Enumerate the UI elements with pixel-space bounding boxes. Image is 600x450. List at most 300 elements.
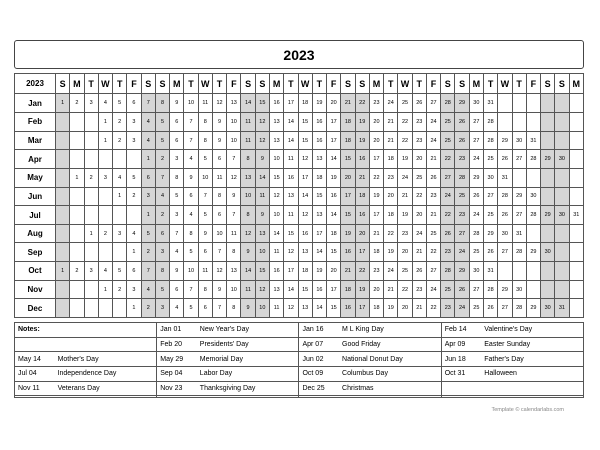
day-cell: 13 <box>269 131 283 150</box>
day-header: S <box>141 74 155 94</box>
day-cell: 26 <box>469 187 483 206</box>
day-cell: 22 <box>384 224 398 243</box>
day-cell: 14 <box>269 224 283 243</box>
day-cell: 4 <box>141 131 155 150</box>
day-cell: 29 <box>455 94 469 113</box>
day-cell: 1 <box>127 243 141 262</box>
day-cell: 25 <box>426 224 440 243</box>
day-cell: 13 <box>255 224 269 243</box>
day-cell: 24 <box>441 187 455 206</box>
day-cell: 29 <box>455 262 469 281</box>
day-cell: 16 <box>341 299 355 318</box>
day-cell: 8 <box>155 262 169 281</box>
holiday-name: Veterans Day <box>55 381 157 396</box>
day-cell: 24 <box>426 280 440 299</box>
day-cell: 19 <box>398 206 412 225</box>
day-cell: 28 <box>512 299 526 318</box>
day-cell: 15 <box>341 150 355 169</box>
empty-day-cell <box>526 94 540 113</box>
empty-day-cell <box>555 94 569 113</box>
day-cell: 5 <box>141 224 155 243</box>
day-cell: 9 <box>212 131 226 150</box>
holiday-name: Father's Day <box>481 352 583 367</box>
day-cell: 30 <box>555 206 569 225</box>
day-cell: 4 <box>155 187 169 206</box>
day-header: F <box>426 74 440 94</box>
day-cell: 20 <box>398 299 412 318</box>
day-cell: 12 <box>255 131 269 150</box>
day-cell: 26 <box>483 243 497 262</box>
empty-day-cell <box>98 299 112 318</box>
empty-day-cell <box>56 299 70 318</box>
day-cell: 19 <box>398 150 412 169</box>
day-cell: 25 <box>441 280 455 299</box>
day-header: S <box>541 74 555 94</box>
day-cell: 21 <box>398 187 412 206</box>
day-cell: 9 <box>170 94 184 113</box>
day-cell: 11 <box>269 299 283 318</box>
day-cell: 9 <box>255 206 269 225</box>
day-header: T <box>284 74 298 94</box>
day-cell: 17 <box>284 94 298 113</box>
day-cell: 24 <box>398 168 412 187</box>
day-cell: 23 <box>455 206 469 225</box>
day-cell: 1 <box>56 262 70 281</box>
empty-day-cell <box>512 262 526 281</box>
day-cell: 22 <box>441 150 455 169</box>
day-cell: 11 <box>241 131 255 150</box>
day-cell: 22 <box>355 262 369 281</box>
day-cell: 22 <box>412 187 426 206</box>
day-cell: 3 <box>155 243 169 262</box>
day-cell: 27 <box>483 187 497 206</box>
day-cell: 17 <box>298 168 312 187</box>
empty-day-cell <box>70 224 84 243</box>
day-cell: 20 <box>327 94 341 113</box>
day-cell: 27 <box>455 224 469 243</box>
day-cell: 3 <box>141 187 155 206</box>
empty-day-cell <box>555 224 569 243</box>
day-cell: 4 <box>170 243 184 262</box>
empty-day-cell <box>56 168 70 187</box>
day-cell: 14 <box>327 206 341 225</box>
empty-day-cell <box>541 224 555 243</box>
day-cell: 3 <box>84 94 98 113</box>
day-cell: 2 <box>98 224 112 243</box>
day-cell: 25 <box>441 113 455 132</box>
day-cell: 11 <box>255 187 269 206</box>
day-cell: 15 <box>327 243 341 262</box>
day-cell: 2 <box>127 187 141 206</box>
day-cell: 6 <box>141 168 155 187</box>
holiday-name: Halloween <box>481 366 583 381</box>
empty-day-cell <box>70 299 84 318</box>
empty-day-cell <box>569 187 583 206</box>
day-cell: 29 <box>498 280 512 299</box>
day-cell: 14 <box>284 280 298 299</box>
day-cell: 18 <box>341 131 355 150</box>
holiday-name: Memorial Day <box>197 352 299 367</box>
day-cell: 29 <box>469 168 483 187</box>
day-cell: 5 <box>113 262 127 281</box>
day-cell: 23 <box>369 94 383 113</box>
day-cell: 18 <box>369 243 383 262</box>
day-cell: 28 <box>483 131 497 150</box>
holiday-name: Mother's Day <box>55 352 157 367</box>
day-cell: 17 <box>284 262 298 281</box>
holiday-row <box>15 323 584 338</box>
empty-day-cell <box>84 299 98 318</box>
day-cell: 19 <box>355 131 369 150</box>
day-cell: 16 <box>341 243 355 262</box>
empty-day-cell <box>541 262 555 281</box>
empty-day-cell <box>555 131 569 150</box>
day-cell: 29 <box>512 187 526 206</box>
day-cell: 25 <box>469 243 483 262</box>
day-cell: 23 <box>426 187 440 206</box>
day-cell: 25 <box>469 299 483 318</box>
day-cell: 8 <box>170 168 184 187</box>
day-cell: 5 <box>184 299 198 318</box>
day-cell: 14 <box>284 113 298 132</box>
day-cell: 25 <box>483 206 497 225</box>
holiday-row <box>15 381 584 396</box>
day-cell: 8 <box>212 187 226 206</box>
day-cell: 26 <box>498 150 512 169</box>
day-cell: 29 <box>526 299 540 318</box>
empty-day-cell <box>70 113 84 132</box>
day-cell: 8 <box>155 94 169 113</box>
day-cell: 9 <box>241 299 255 318</box>
empty-holiday-cell <box>299 396 441 398</box>
day-cell: 9 <box>170 262 184 281</box>
day-cell: 7 <box>184 280 198 299</box>
day-cell: 12 <box>227 168 241 187</box>
day-cell: 27 <box>441 168 455 187</box>
day-cell: 7 <box>212 243 226 262</box>
day-cell: 18 <box>341 280 355 299</box>
day-header: M <box>369 74 383 94</box>
empty-day-cell <box>569 168 583 187</box>
empty-day-cell <box>569 262 583 281</box>
day-cell: 31 <box>498 168 512 187</box>
empty-day-cell <box>498 94 512 113</box>
day-cell: 19 <box>384 243 398 262</box>
day-cell: 20 <box>412 206 426 225</box>
empty-day-cell <box>70 150 84 169</box>
empty-day-cell <box>56 131 70 150</box>
day-cell: 31 <box>569 206 583 225</box>
day-cell: 15 <box>255 262 269 281</box>
empty-day-cell <box>84 280 98 299</box>
empty-day-cell <box>113 206 127 225</box>
day-cell: 1 <box>127 299 141 318</box>
day-cell: 31 <box>483 94 497 113</box>
day-cell: 23 <box>412 131 426 150</box>
day-header: S <box>255 74 269 94</box>
holiday-date: Jan 16 <box>299 323 339 338</box>
day-cell: 24 <box>384 262 398 281</box>
day-header: S <box>555 74 569 94</box>
day-cell: 14 <box>327 150 341 169</box>
day-cell: 16 <box>312 280 326 299</box>
empty-day-cell <box>84 243 98 262</box>
empty-day-cell <box>84 150 98 169</box>
holiday-date: May 29 <box>157 352 197 367</box>
day-cell: 20 <box>355 224 369 243</box>
holiday-date: Feb 20 <box>157 337 197 352</box>
day-cell: 23 <box>369 262 383 281</box>
day-cell: 9 <box>241 243 255 262</box>
day-cell: 10 <box>269 206 283 225</box>
day-cell: 26 <box>483 299 497 318</box>
day-cell: 5 <box>155 113 169 132</box>
holiday-name: Columbus Day <box>339 366 441 381</box>
day-cell: 19 <box>312 94 326 113</box>
day-cell: 18 <box>298 262 312 281</box>
day-cell: 16 <box>269 94 283 113</box>
empty-day-cell <box>555 243 569 262</box>
month-row <box>15 113 584 132</box>
day-cell: 7 <box>141 262 155 281</box>
day-cell: 16 <box>298 224 312 243</box>
day-cell: 11 <box>198 94 212 113</box>
year-label: 2023 <box>15 74 56 94</box>
holiday-date: Sep 04 <box>157 366 197 381</box>
day-cell: 4 <box>98 262 112 281</box>
day-cell: 15 <box>341 206 355 225</box>
day-cell: 2 <box>113 113 127 132</box>
day-header: T <box>84 74 98 94</box>
day-cell: 7 <box>184 131 198 150</box>
day-cell: 3 <box>127 131 141 150</box>
day-header: M <box>469 74 483 94</box>
day-cell: 21 <box>355 168 369 187</box>
day-header: T <box>312 74 326 94</box>
day-cell: 23 <box>455 150 469 169</box>
day-cell: 17 <box>369 206 383 225</box>
day-cell: 19 <box>369 187 383 206</box>
day-header: T <box>113 74 127 94</box>
empty-day-cell <box>569 299 583 318</box>
day-cell: 10 <box>269 150 283 169</box>
holiday-date: Dec 25 <box>299 381 339 396</box>
day-cell: 28 <box>512 243 526 262</box>
day-cell: 14 <box>312 243 326 262</box>
day-cell: 24 <box>455 243 469 262</box>
empty-day-cell <box>512 94 526 113</box>
empty-day-cell <box>56 206 70 225</box>
day-header: S <box>241 74 255 94</box>
holiday-name: Labor Day <box>197 366 299 381</box>
empty-day-cell <box>569 94 583 113</box>
day-cell: 7 <box>227 150 241 169</box>
month-label: Nov <box>15 280 56 299</box>
day-header: S <box>441 74 455 94</box>
day-cell: 21 <box>426 150 440 169</box>
month-row <box>15 168 584 187</box>
day-header: W <box>298 74 312 94</box>
day-cell: 30 <box>483 168 497 187</box>
empty-day-cell <box>541 168 555 187</box>
day-cell: 13 <box>312 150 326 169</box>
day-cell: 7 <box>227 206 241 225</box>
day-cell: 4 <box>184 150 198 169</box>
day-cell: 7 <box>198 187 212 206</box>
month-row <box>15 280 584 299</box>
month-row <box>15 206 584 225</box>
day-cell: 2 <box>70 94 84 113</box>
day-cell: 22 <box>426 243 440 262</box>
day-cell: 25 <box>412 168 426 187</box>
day-cell: 13 <box>298 243 312 262</box>
day-cell: 7 <box>141 94 155 113</box>
holiday-date: Jun 18 <box>441 352 481 367</box>
day-cell: 9 <box>198 224 212 243</box>
day-cell: 31 <box>526 131 540 150</box>
holiday-name: Valentine's Day <box>481 323 583 338</box>
day-cell: 5 <box>155 131 169 150</box>
day-cell: 11 <box>212 168 226 187</box>
day-cell: 26 <box>441 224 455 243</box>
day-cell: 1 <box>113 187 127 206</box>
empty-day-cell <box>56 113 70 132</box>
day-cell: 14 <box>312 299 326 318</box>
day-cell: 11 <box>227 224 241 243</box>
day-cell: 1 <box>141 206 155 225</box>
day-cell: 7 <box>170 224 184 243</box>
day-cell: 21 <box>369 224 383 243</box>
month-label: Jan <box>15 94 56 113</box>
day-header: S <box>155 74 169 94</box>
day-cell: 8 <box>198 280 212 299</box>
day-cell: 6 <box>212 150 226 169</box>
day-cell: 6 <box>198 299 212 318</box>
day-cell: 27 <box>512 150 526 169</box>
day-cell: 15 <box>298 131 312 150</box>
day-cell: 18 <box>384 206 398 225</box>
day-cell: 6 <box>170 280 184 299</box>
day-cell: 24 <box>469 150 483 169</box>
day-cell: 13 <box>227 94 241 113</box>
day-cell: 2 <box>84 168 98 187</box>
day-cell: 18 <box>369 299 383 318</box>
holidays-table <box>14 322 584 398</box>
day-cell: 26 <box>455 131 469 150</box>
day-cell: 23 <box>384 168 398 187</box>
day-cell: 28 <box>441 94 455 113</box>
day-cell: 7 <box>212 299 226 318</box>
day-cell: 11 <box>284 206 298 225</box>
day-cell: 23 <box>412 280 426 299</box>
day-cell: 30 <box>469 262 483 281</box>
day-cell: 16 <box>312 113 326 132</box>
empty-day-cell <box>498 262 512 281</box>
holiday-row <box>15 337 584 352</box>
day-cell: 30 <box>541 243 555 262</box>
day-cell: 25 <box>483 150 497 169</box>
day-cell: 21 <box>412 243 426 262</box>
day-cell: 6 <box>155 224 169 243</box>
empty-day-cell <box>70 280 84 299</box>
day-cell: 30 <box>526 187 540 206</box>
day-cell: 24 <box>426 131 440 150</box>
day-cell: 30 <box>498 224 512 243</box>
day-cell: 12 <box>241 224 255 243</box>
day-cell: 31 <box>483 262 497 281</box>
day-cell: 4 <box>184 206 198 225</box>
empty-day-cell <box>569 150 583 169</box>
day-cell: 9 <box>212 280 226 299</box>
empty-holiday-cell <box>157 396 299 398</box>
day-cell: 13 <box>241 168 255 187</box>
day-cell: 18 <box>341 113 355 132</box>
month-label: Aug <box>15 224 56 243</box>
day-cell: 11 <box>241 280 255 299</box>
holiday-date: Feb 14 <box>441 323 481 338</box>
day-cell: 30 <box>469 94 483 113</box>
day-cell: 20 <box>412 150 426 169</box>
day-cell: 3 <box>170 150 184 169</box>
holiday-date: Jun 02 <box>299 352 339 367</box>
holiday-date: Oct 09 <box>299 366 339 381</box>
day-cell: 30 <box>555 150 569 169</box>
day-cell: 20 <box>398 243 412 262</box>
day-cell: 10 <box>212 224 226 243</box>
notes-label: Notes: <box>15 323 157 338</box>
day-cell: 6 <box>170 131 184 150</box>
day-cell: 21 <box>426 206 440 225</box>
empty-day-cell <box>569 131 583 150</box>
holiday-date: Apr 09 <box>441 337 481 352</box>
day-cell: 30 <box>541 299 555 318</box>
day-header: S <box>455 74 469 94</box>
day-cell: 31 <box>512 224 526 243</box>
empty-day-cell <box>541 113 555 132</box>
empty-holiday-cell <box>441 396 583 398</box>
month-row <box>15 150 584 169</box>
empty-day-cell <box>56 150 70 169</box>
empty-day-cell <box>98 150 112 169</box>
day-cell: 12 <box>298 150 312 169</box>
empty-day-cell <box>70 243 84 262</box>
day-cell: 2 <box>155 206 169 225</box>
day-cell: 20 <box>369 113 383 132</box>
day-cell: 10 <box>227 113 241 132</box>
day-cell: 18 <box>327 224 341 243</box>
day-cell: 4 <box>141 280 155 299</box>
empty-day-cell <box>569 113 583 132</box>
day-cell: 29 <box>498 131 512 150</box>
day-cell: 26 <box>498 206 512 225</box>
empty-day-cell <box>526 262 540 281</box>
day-header: W <box>98 74 112 94</box>
day-cell: 17 <box>312 224 326 243</box>
day-cell: 1 <box>98 131 112 150</box>
day-cell: 7 <box>184 113 198 132</box>
day-cell: 19 <box>312 262 326 281</box>
month-row <box>15 224 584 243</box>
day-cell: 6 <box>170 113 184 132</box>
day-cell: 12 <box>212 94 226 113</box>
day-cell: 22 <box>441 206 455 225</box>
day-header-row <box>15 74 584 94</box>
day-cell: 10 <box>255 299 269 318</box>
day-header: T <box>384 74 398 94</box>
empty-day-cell <box>555 187 569 206</box>
day-cell: 26 <box>412 262 426 281</box>
day-cell: 14 <box>255 168 269 187</box>
